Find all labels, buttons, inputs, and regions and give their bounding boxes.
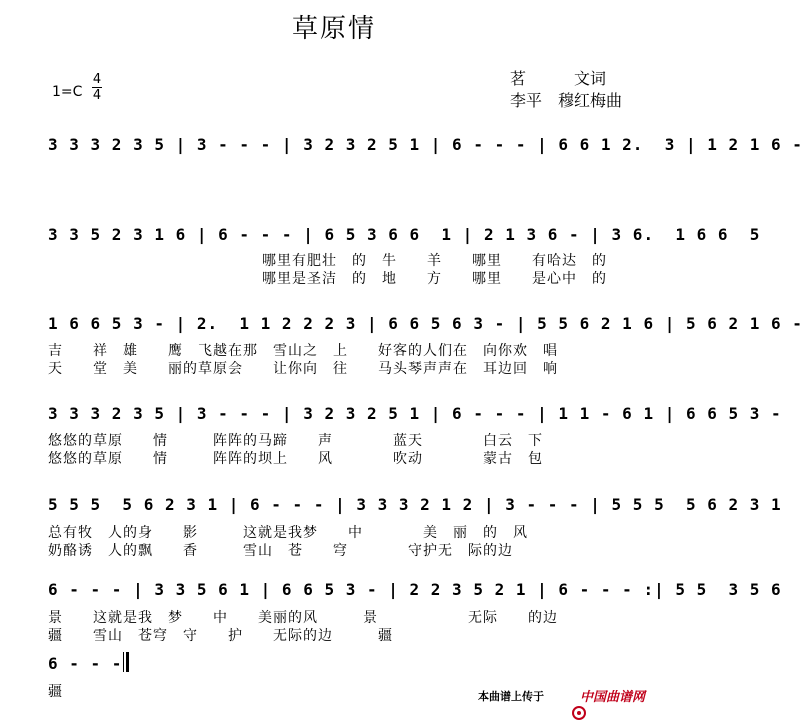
lyricist-credit: 茗 文词 <box>510 69 607 88</box>
score-row-5-lyrics-verse-1: 总有牧 人的身 影 这就是我梦 中 美 丽 的 风 <box>48 525 528 541</box>
score-row-6-lyrics-verse-1: 景 这就是我 梦 中 美丽的风 景 无际 的边 <box>48 610 558 626</box>
site-logo-icon <box>562 686 576 700</box>
score-row-7-lyrics: 疆 <box>48 684 63 700</box>
score-row-3-notes: 1 6 6 5 3 - | 2. 1 1 2 2 2 3 | 6 6 5 6 3 - | 5 5 6 2 1 6 | 5 6 2 1 6 - <box>48 314 803 333</box>
site-logo-text: 中国曲谱网 <box>580 690 646 705</box>
key-signature: 1=C <box>52 84 83 100</box>
score-row-6-notes: 6 - - - | 3 3 5 6 1 | 6 6 5 3 - | 2 2 3 5 2 1 | 6 - - - :| 5 5 3 5 6 <box>48 580 782 599</box>
score-row-2-notes: 3 3 5 2 3 1 6 | 6 - - - | 6 5 3 6 6 1 | 2 1 3 6 - | 3 6. 1 6 6 5 <box>48 225 761 244</box>
time-signature-bottom: 4 <box>92 88 102 103</box>
final-barline-thin <box>123 652 124 672</box>
composer-credit: 李平 穆红梅曲 <box>510 91 623 110</box>
score-row-2-lyrics-verse-1: 哪里有肥壮 的 牛 羊 哪里 有哈达 的 <box>262 253 607 269</box>
score-row-7-notes: 6 - - - <box>48 654 123 673</box>
score-row-4-notes: 3 3 3 2 3 5 | 3 - - - | 3 2 3 2 5 1 | 6 - - - | 1 1 - 6 1 | 6 6 5 3 - <box>48 404 782 423</box>
time-signature-top: 4 <box>92 72 102 87</box>
score-row-5-lyrics-verse-2: 奶酪诱 人的飘 香 雪山 苍 穹 守护无 际的边 <box>48 543 513 559</box>
score-row-1-notes: 3 3 3 2 3 5 | 3 - - - | 3 2 3 2 5 1 | 6 - - - | 6 6 1 2. 3 | 1 2 1 6 - <box>48 135 803 154</box>
score-row-6-lyrics-verse-2: 疆 雪山 苍穹 守 护 无际的边 疆 <box>48 628 393 644</box>
score-row-2-lyrics-verse-2: 哪里是圣洁 的 地 方 哪里 是心中 的 <box>262 271 607 287</box>
score-row-5-notes: 5 5 5 5 6 2 3 1 | 6 - - - | 3 3 3 2 1 2 | 3 - - - | 5 5 5 5 6 2 3 1 <box>48 495 782 514</box>
upload-note: 本曲谱上传于 <box>478 690 544 703</box>
score-row-4-lyrics-verse-2: 悠悠的草原 情 阵阵的坝上 风 吹动 蒙古 包 <box>48 451 543 467</box>
score-row-4-lyrics-verse-1: 悠悠的草原 情 阵阵的马蹄 声 蓝天 白云 下 <box>48 433 543 449</box>
score-row-3-lyrics-verse-1: 吉 祥 雄 鹰 飞越在那 雪山之 上 好客的人们在 向你欢 唱 <box>48 343 558 359</box>
page-title: 草原情 <box>291 14 376 44</box>
final-barline-thick <box>126 652 129 672</box>
score-row-3-lyrics-verse-2: 天 堂 美 丽的草原会 让你向 往 马头琴声声在 耳边回 响 <box>48 361 558 377</box>
